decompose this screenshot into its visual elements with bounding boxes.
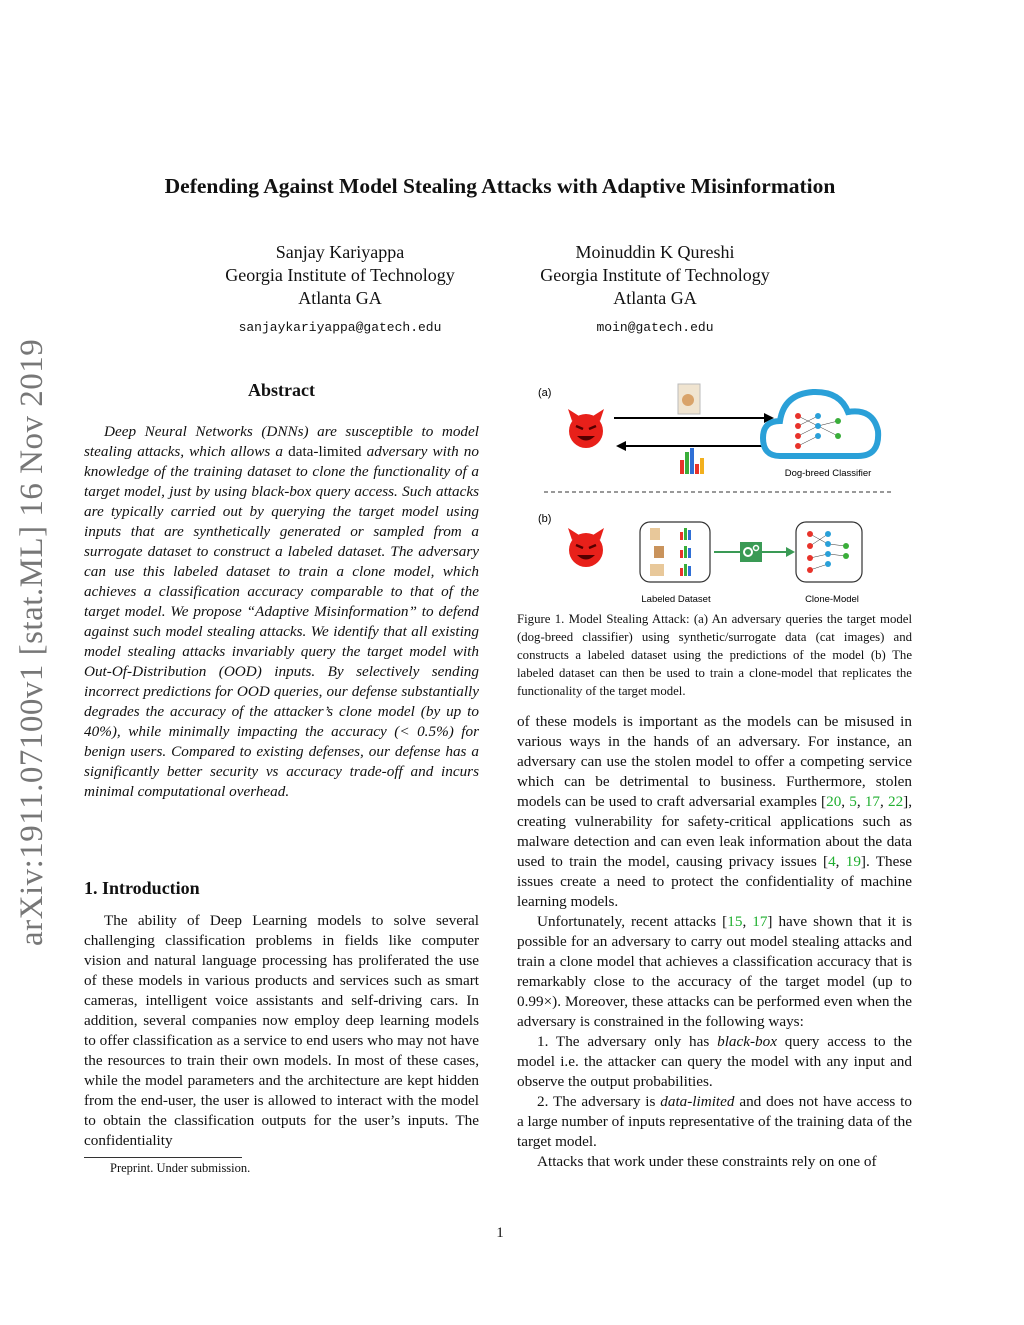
citation-link[interactable]: 5 — [849, 793, 857, 810]
citation-link[interactable]: 17 — [864, 793, 881, 810]
introduction-text: The ability of Deep Learning models to solve several challenging classification problems in fields like computer vision and natural language processing has proliferated the use of these models in various products and services such as smart cameras, intelligent voice assistants and self-driving cars. In addition, several companies now employ deep learning models to offer classification as a service to end users who may not have the resources to train their own models. In most of these cases, while the model parameters and the architecture are kept hidden from the end-user, the user is allowed to interact with the model to obtain the classification outputs for the user’s inputs. The confidentiality — [84, 912, 479, 1149]
author-2 — [505, 241, 805, 339]
figure-1-caption: Figure 1. Model Stealing Attack: (a) An adversary queries the target model (dog-breed classifier) using synthetic/surrogate data (cat images) and constructs a labeled dataset using the predictions of the model (b) The labeled dataset can then be used to train a clone-model that replicates the functionality of the target model. — [517, 612, 912, 698]
prediction-barchart-icon — [680, 448, 704, 474]
paper-title: Defending Against Model Stealing Attacks with Adaptive Misinformation — [164, 174, 836, 198]
author-name: Sanjay Kariyappa — [275, 242, 405, 262]
author-1 — [190, 241, 490, 339]
adversary-devil-icon — [568, 528, 604, 567]
author-name: Moinuddin K Qureshi — [575, 242, 735, 262]
training-gear-icon — [714, 542, 795, 562]
clone-model-label: Clone-Model — [805, 594, 859, 605]
page-number: 1 — [496, 1225, 504, 1241]
introduction-heading: 1. Introduction — [84, 878, 200, 898]
citation-link[interactable]: 15 — [727, 913, 743, 930]
citation-link[interactable]: 17 — [752, 913, 768, 930]
panel-b-label: (b) — [538, 513, 552, 525]
dog-breed-classifier-label: Dog-breed Classifier — [784, 468, 872, 479]
citation-link[interactable]: 22 — [887, 793, 904, 810]
author-location: Atlanta GA — [298, 288, 382, 308]
labeled-dataset-label: Labeled Dataset — [641, 594, 711, 605]
author-affiliation: Georgia Institute of Technology — [225, 265, 455, 285]
cloud-icon — [763, 392, 878, 456]
author-location: Atlanta GA — [613, 288, 697, 308]
abstract-heading: Abstract — [248, 380, 315, 400]
arxiv-identifier: arXiv:1911.07100v1 [stat.ML] 16 Nov 2019 — [14, 338, 50, 946]
author-email: moin@gatech.edu — [596, 320, 714, 335]
citation-link[interactable]: 19 — [845, 853, 861, 870]
footnote: Preprint. Under submission. — [110, 1161, 251, 1175]
figure-1-diagram — [518, 376, 918, 606]
abstract-text: Deep Neural Networks (DNNs) are susceptible to model stealing attacks, which allows a data-limited adversary with no knowledge of the training dataset to clone the functionality of a target model, just by using black-box query access. Such attacks are typically carried out by querying the target model using inputs that are synthetically generated or sampled from a surrogate dataset to construct a labeled dataset. The adversary can use this labeled dataset to train a clone model, which achieves a classification accuracy comparable to that of the target model. We propose “Adaptive Misinformation” to defend against such model stealing attacks. We identify that all existing model stealing attacks invariably query the target model with Out-Of-Distribution (OOD) inputs. By selectively sending incorrect predictions for OOD queries, our defense substantially degrades the accuracy of the attacker’s clone model (by up to 40%), while minimally impacting the accuracy (< 0.5%) for benign users. Compared to existing defenses, our defense has a significantly better security vs accuracy trade-off and incurs minimal computational overhead. — [84, 423, 479, 800]
right-column-text: of these models is important as the models can be misused in various ways in the hands of an adversary. For instance, an adversary can use the stolen model to offer a competing service which can be detrimental to business. Furthermore, stolen models can be used to craft adversarial examples [20, 5, 17, 22], creating vulnerability for safety-critical applications such as malware detection and can even leak information about the data used to train the model, causing privacy issues [4, 19]. These issues create a need to protect the confidentiality of machine learning models. Unfortunately, recent attacks [15, 17] have shown that it is possible for an adversary to carry out model stealing attacks and train a clone model that achieves a classification accuracy that is remarkably close to the accuracy of the target model (up to 0.99×). Moreover, these attacks can be performed even when the adversary is constrained in the following ways: 1. The adversary only has black-box query access to the model i.e. the attacker can query the model with any input and observe the output probabilities. 2. The adversary is data-limited and does not have access to a large number of inputs representative of the training data of the target model. Attacks that work under these constraints rely on one of — [517, 713, 913, 1170]
citation-link[interactable]: 20 — [826, 793, 842, 810]
citation-link[interactable]: 4 — [828, 853, 836, 870]
figure-1 — [518, 376, 918, 606]
panel-a-label: (a) — [538, 387, 552, 399]
author-email: sanjaykariyappa@gatech.edu — [238, 320, 442, 335]
adversary-devil-icon — [568, 409, 604, 448]
footnote-rule — [84, 1157, 242, 1158]
author-affiliation: Georgia Institute of Technology — [540, 265, 770, 285]
